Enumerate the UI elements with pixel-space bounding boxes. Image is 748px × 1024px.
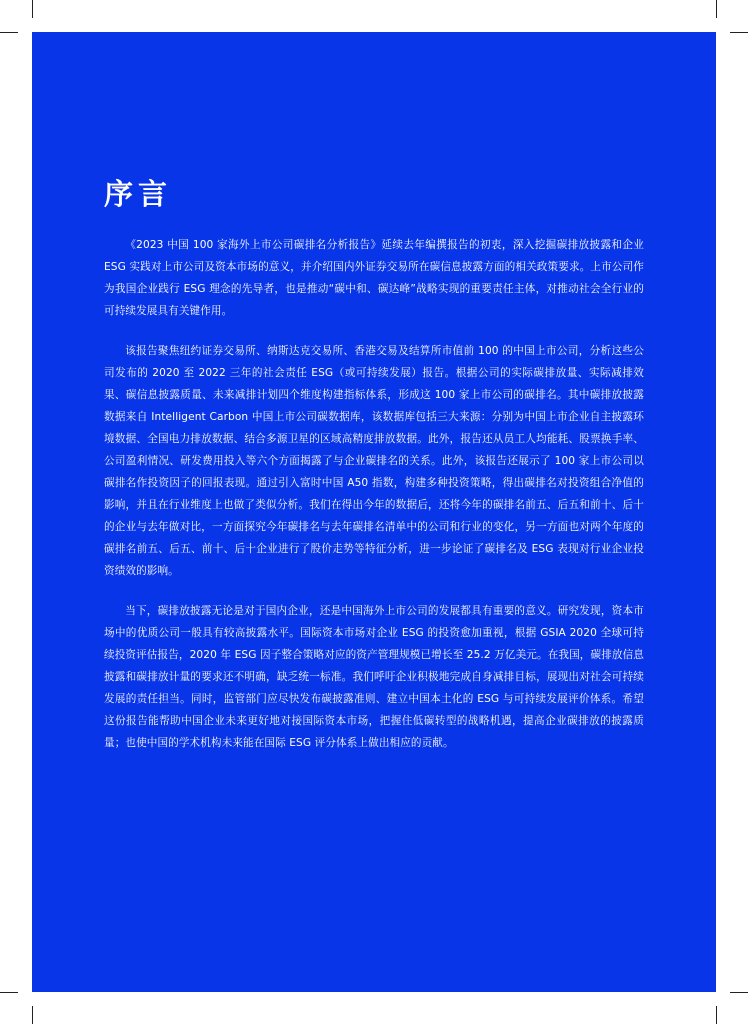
- crop-mark-bottom-left-horizontal: [0, 992, 18, 993]
- crop-mark-top-right-horizontal: [730, 32, 748, 33]
- crop-mark-bottom-right-horizontal: [730, 992, 748, 993]
- crop-mark-top-right-vertical: [716, 0, 717, 18]
- crop-mark-bottom-right-vertical: [716, 1006, 717, 1024]
- preface-body: [104, 234, 644, 772]
- document-page: [32, 32, 716, 992]
- crop-mark-top-left-horizontal: [0, 32, 18, 33]
- crop-mark-top-left-vertical: [32, 0, 33, 18]
- paragraph-2: 该报告聚焦纽约证券交易所、纳斯达克交易所、香港交易及结算所市值前 100 的中国上市公司，分析这些公司发布的 2020 至 2022 三年的社会责任 ESG（或可持续发展）报告。根据公司的实际碳排放量、实际减排效果、碳信息披露质量、未来减排计划四个维度构建指标体系，形成这 100 家上市公司的碳排名。其中碳排放披露数据来自 Intelligent Carbon 中国上市公司碳数据库，该数据库包括三大来源：分别为中国上市企业自主披露环境数据、全国电力排放数据、结合多源卫星的区域高精度排放数据。此外，报告还从员工人均能耗、股票换手率、公司盈利情况、研发费用投入等六个方面揭露了与企业碳排名的关系。此外，该报告还展示了 100 家上市公司以碳排名作投资因子的回报表现。通过引入富时中国 A50 指数，构建多种投资策略，得出碳排名对投资组合净值的影响，并且在行业维度上也做了类似分析。我们在得出今年的数据后，还将今年的碳排名前五、后五和前十、后十的企业与去年做对比，一方面探究今年碳排名与去年碳排名清单中的公司和行业的变化，另一方面也对两个年度的碳排名前五、后五、前十、后十企业进行了股价走势等特征分析，进一步论证了碳排名及 ESG 表现对行业企业投资绩效的影响。: [104, 345, 644, 577]
- page-title: 序言: [104, 177, 173, 211]
- paragraph-1: 《2023 中国 100 家海外上市公司碳排名分析报告》延续去年编撰报告的初衷，深入挖掘碳排放披露和企业 ESG 实践对上市公司及资本市场的意义，并介绍国内外证券交易所在碳信息披露方面的相关政策要求。上市公司作为我国企业践行 ESG 理念的先导者，也是推动“碳中和、碳达峰”战略实现的重要责任主体，对推动社会全行业的可持续发展具有关键作用。: [104, 239, 644, 317]
- paragraph-3: 当下，碳排放披露无论是对于国内企业，还是中国海外上市公司的发展都具有重要的意义。研究发现，资本市场中的优质公司一般具有较高披露水平。国际资本市场对企业 ESG 的投资愈加重视，根据 GSIA 2020 全球可持续投资评估报告，2020 年 ESG 因子整合策略对应的资产管理规模已增长至 25.2 万亿美元。在我国，碳排放信息披露和碳排放计量的要求还不明确，缺乏统一标准。我们呼吁企业积极地完成自身减排目标，展现出对社会可持续发展的责任担当。同时，监管部门应尽快发布碳披露准则、建立中国本土化的 ESG 与可持续发展评价体系。希望这份报告能帮助中国企业未来更好地对接国际资本市场，把握住低碳转型的战略机遇，提高企业碳排放的披露质量；也使中国的学术机构未来能在国际 ESG 评分体系上做出相应的贡献。: [104, 605, 644, 749]
- crop-mark-bottom-left-vertical: [32, 1006, 33, 1024]
